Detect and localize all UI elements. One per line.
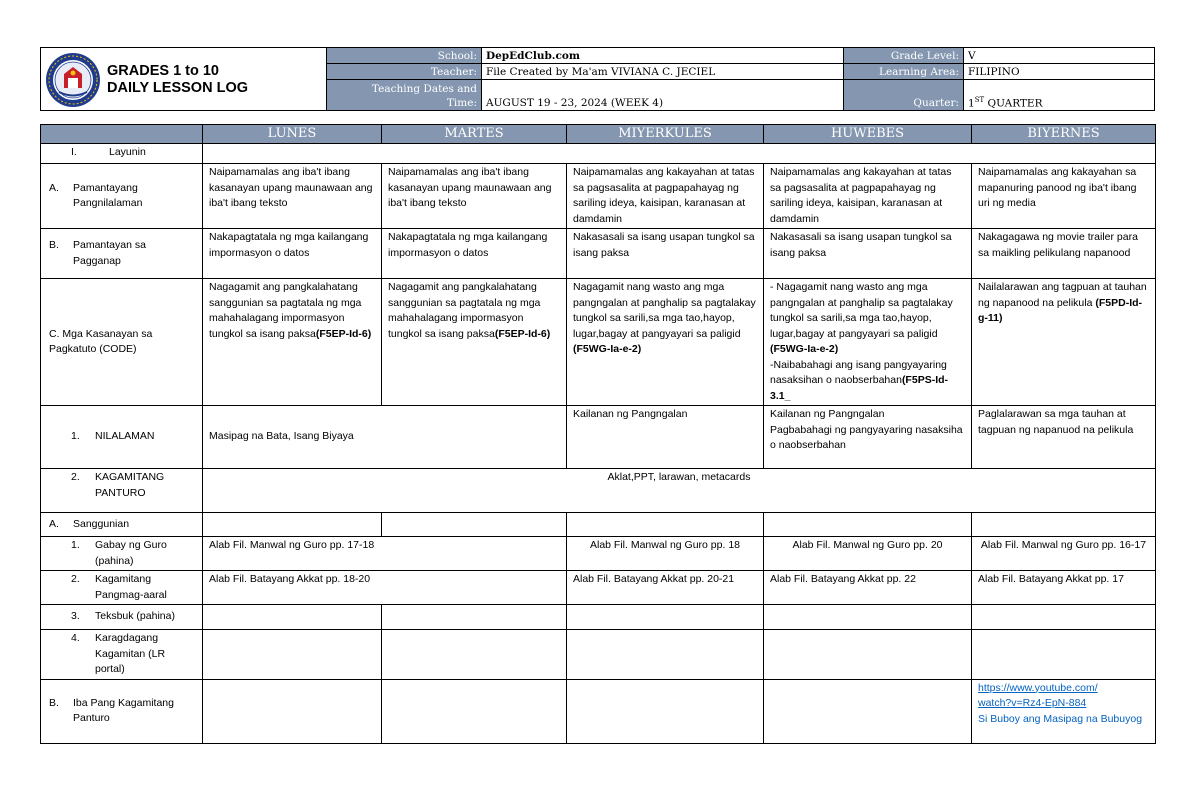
quarter-text: QUARTER bbox=[984, 97, 1043, 109]
grade-level-label: Grade Level: bbox=[844, 48, 964, 64]
day-header-row bbox=[41, 125, 1156, 144]
iba-pang-lunes bbox=[203, 679, 382, 743]
gabay-number: 1. bbox=[71, 539, 80, 551]
nilalaman-huwebes-line2: Pagbabahagi ng pangyayaring nasaksiha o naobserbahan bbox=[770, 423, 963, 451]
teaching-dates-label-line1: Teaching Dates and bbox=[371, 83, 477, 95]
teksbuk-number: 3. bbox=[71, 610, 80, 623]
kasanayan-huwebes-code2: (F5PS-Id-3.1_ bbox=[770, 374, 949, 402]
kasanayan-martes bbox=[382, 279, 567, 406]
row-label-kagamitan bbox=[41, 469, 203, 513]
row-label-kasanayan bbox=[41, 279, 203, 406]
lesson-log-table bbox=[40, 124, 1156, 744]
row-label-gabay bbox=[41, 537, 203, 571]
school-label: School: bbox=[327, 48, 482, 64]
karagdagang-biyernes bbox=[972, 630, 1156, 680]
teksbuk-biyernes bbox=[972, 605, 1156, 630]
sanggunian-martes bbox=[382, 513, 567, 537]
pamantayang-lunes: Naipamamalas ang iba't ibang kasanayan upang maunawaan ang iba't ibang teksto bbox=[203, 164, 382, 229]
learning-area-label: Learning Area: bbox=[844, 64, 964, 80]
teaching-dates-label bbox=[327, 80, 482, 111]
kasanayan-huwebes-text2: -Naibabahagi ang isang pangyayaring nasaksihan o naobserbahan bbox=[770, 358, 947, 386]
table-row-karagdagang bbox=[41, 630, 1156, 680]
pamantayang-huwebes: Naipamamalas ang kakayahan at tatas sa pagsasalita at pagpapahayag ng sariling ideya, kaisipan, karanasan at damdamin bbox=[764, 164, 972, 229]
kagamitan-label: KAGAMITANG PANTURO bbox=[95, 471, 165, 499]
youtube-link[interactable] bbox=[978, 682, 1098, 710]
nilalaman-number: 1. bbox=[71, 430, 80, 443]
day-header-huwebes: HUWEBES bbox=[764, 125, 972, 144]
nilalaman-miyerkules: Kailanan ng Pangngalan bbox=[567, 406, 764, 469]
mag-aaral-huwebes: Alab Fil. Batayang Akkat pp. 22 bbox=[764, 571, 972, 605]
sanggunian-biyernes bbox=[972, 513, 1156, 537]
row-label-iba-pang bbox=[41, 679, 203, 743]
table-row-mag-aaral bbox=[41, 571, 1156, 605]
table-row-iba-pang bbox=[41, 679, 1156, 743]
gabay-huwebes: Alab Fil. Manwal ng Guro pp. 20 bbox=[764, 537, 972, 571]
table-row-kasanayan bbox=[41, 279, 1156, 406]
pagganap-lunes: Nakapagtatala ng mga kailangang impormasyon o datos bbox=[203, 229, 382, 279]
row-label-nilalaman bbox=[41, 406, 203, 469]
pamantayang-label: Pamantayang Pangnilalaman bbox=[73, 181, 143, 209]
sanggunian-label: Sanggunian bbox=[73, 517, 130, 530]
row-label-layunin bbox=[41, 144, 203, 164]
pamantayang-martes: Naipamamalas ang iba't ibang kasanayan upang maunawaan ang iba't ibang teksto bbox=[382, 164, 567, 229]
teksbuk-miyerkules bbox=[567, 605, 764, 630]
table-row-teksbuk bbox=[41, 605, 1156, 630]
teaching-dates-label-line2: Time: bbox=[446, 97, 477, 109]
gabay-lunes-martes: Alab Fil. Manwal ng Guro pp. 17-18 bbox=[203, 537, 567, 571]
sanggunian-letter: A. bbox=[49, 517, 59, 530]
pagganap-biyernes: Nakagagawa ng movie trailer para sa maikling pelikulang napanood bbox=[972, 229, 1156, 279]
info-table bbox=[326, 47, 1155, 111]
row-label-mag-aaral bbox=[41, 571, 203, 605]
teksbuk-lunes bbox=[203, 605, 382, 630]
karagdagang-number: 4. bbox=[71, 632, 80, 644]
mag-aaral-number: 2. bbox=[71, 573, 80, 585]
mag-aaral-lunes-martes: Alab Fil. Batayang Akkat pp. 18-20 bbox=[203, 571, 567, 605]
mag-aaral-label: Kagamitang Pangmag-aaral bbox=[95, 573, 167, 601]
grade-level-value: V bbox=[964, 48, 1155, 64]
document-title bbox=[107, 63, 248, 97]
iba-pang-biyernes bbox=[972, 679, 1156, 743]
gabay-label: Gabay ng Guro (pahina) bbox=[95, 539, 167, 567]
table-row-kagamitan bbox=[41, 469, 1156, 513]
iba-pang-miyerkules bbox=[567, 679, 764, 743]
day-header-biyernes: BIYERNES bbox=[972, 125, 1156, 144]
kasanayan-biyernes-text: Nailalarawan ang tagpuan at tauhan ng napanood na pelikula bbox=[978, 281, 1147, 309]
pagganap-huwebes: Nakasasali sa isang usapan tungkol sa isang paksa bbox=[764, 229, 972, 279]
video-caption: Si Buboy ang Masipag na Bubuyog bbox=[978, 712, 1143, 725]
kasanayan-martes-text: Nagagamit ang pangkalahatang sanggunian sa pagtatala ng mga mahahalagang impormasyon tungkol sa isang paksa bbox=[388, 281, 541, 340]
mag-aaral-miyerkules: Alab Fil. Batayang Akkat pp. 20-21 bbox=[567, 571, 764, 605]
nilalaman-label: NILALAMAN bbox=[95, 430, 155, 443]
nilalaman-biyernes: Paglalarawan sa mga tauhan at tagpuan ng napanuod na pelikula bbox=[972, 406, 1156, 469]
day-header-miyerkules: MIYERKULES bbox=[567, 125, 764, 144]
iba-pang-letter: B. bbox=[49, 696, 59, 709]
karagdagang-lunes bbox=[203, 630, 382, 680]
title-line-1: GRADES 1 to 10 bbox=[107, 63, 219, 79]
kasanayan-miyerkules bbox=[567, 279, 764, 406]
karagdagang-huwebes bbox=[764, 630, 972, 680]
kasanayan-martes-code: (F5EP-Id-6) bbox=[494, 327, 551, 340]
iba-pang-label: Iba Pang Kagamitang Panturo bbox=[73, 696, 174, 724]
kasanayan-miyerkules-text: Nagagamit nang wasto ang mga pangngalan at panghalip sa pagtalakay tungkol sa sarili,sa mga tao,hayop, lugar,bagay at pangyayari sa paligid bbox=[573, 281, 756, 340]
kasanayan-letter: C. bbox=[49, 327, 60, 340]
quarter-number: 1 bbox=[968, 97, 975, 109]
kasanayan-huwebes-code: (F5WG-Ia-e-2) bbox=[770, 343, 839, 355]
pamantayang-miyerkules: Naipamamalas ang kakayahan at tatas sa pagsasalita at pagpapahayag ng sariling ideya, kaisipan, karanasan at damdamin bbox=[567, 164, 764, 229]
quarter-label: Quarter: bbox=[844, 80, 964, 111]
layunin-number: I. bbox=[71, 146, 77, 158]
layunin-label: Layunin bbox=[109, 146, 146, 158]
iba-pang-huwebes bbox=[764, 679, 972, 743]
kagamitan-all-days: Aklat,PPT, larawan, metacards bbox=[203, 469, 1156, 513]
teksbuk-label: Teksbuk (pahina) bbox=[95, 610, 175, 623]
kasanayan-huwebes-text: - Nagagamit nang wasto ang mga pangngalan at panghalip sa pagtalakay tungkol sa sarili,sa mga tao,hayop, lugar,bagay at pangyayari sa paligid bbox=[770, 281, 953, 340]
sanggunian-lunes bbox=[203, 513, 382, 537]
iba-pang-martes bbox=[382, 679, 567, 743]
kasanayan-lunes-code: (F5EP-Id-6) bbox=[315, 327, 372, 340]
nilalaman-lunes-martes: Masipag na Bata, Isang Biyaya bbox=[203, 406, 567, 469]
nilalaman-huwebes bbox=[764, 406, 972, 469]
kasanayan-huwebes bbox=[764, 279, 972, 406]
row-label-karagdagang bbox=[41, 630, 203, 680]
header bbox=[40, 47, 1155, 111]
teksbuk-martes bbox=[382, 605, 567, 630]
kasanayan-miyerkules-code: (F5WG-Ia-e-2) bbox=[573, 343, 642, 355]
pagganap-miyerkules: Nakasasali sa isang usapan tungkol sa isang paksa bbox=[567, 229, 764, 279]
deped-seal-icon bbox=[45, 52, 101, 108]
mag-aaral-biyernes: Alab Fil. Batayang Akkat pp. 17 bbox=[972, 571, 1156, 605]
teaching-dates-value: AUGUST 19 - 23, 2024 (WEEK 4) bbox=[482, 80, 844, 111]
gabay-biyernes: Alab Fil. Manwal ng Guro pp. 16-17 bbox=[972, 537, 1156, 571]
table-row-pamantayang bbox=[41, 164, 1156, 229]
teacher-label: Teacher: bbox=[327, 64, 482, 80]
school-value: DepEdClub.com bbox=[482, 48, 844, 64]
title-line-2: DAILY LESSON LOG bbox=[107, 80, 248, 96]
nilalaman-huwebes-line1: Kailanan ng Pangngalan bbox=[770, 408, 885, 420]
sanggunian-huwebes bbox=[764, 513, 972, 537]
teacher-value: File Created by Ma'am VIVIANA C. JECIEL bbox=[482, 64, 844, 80]
table-row-sanggunian bbox=[41, 513, 1156, 537]
youtube-link-line1[interactable]: https://www.youtube.com/ bbox=[978, 681, 1098, 694]
kasanayan-lunes-text: Nagagamit ang pangkalahatang sanggunian sa pagtatala ng mga mahahalagang impormasyon tungkol sa isang paksa bbox=[209, 281, 362, 340]
row-label-pamantayang bbox=[41, 164, 203, 229]
sanggunian-miyerkules bbox=[567, 513, 764, 537]
kasanayan-biyernes-code: (F5PD-Id-g-11) bbox=[978, 296, 1143, 324]
table-row-layunin bbox=[41, 144, 1156, 164]
gabay-miyerkules: Alab Fil. Manwal ng Guro pp. 18 bbox=[567, 537, 764, 571]
table-row-nilalaman bbox=[41, 406, 1156, 469]
quarter-value bbox=[964, 80, 1155, 111]
pagganap-martes: Nakapagtatala ng mga kailangang impormasyon o datos bbox=[382, 229, 567, 279]
karagdagang-miyerkules bbox=[567, 630, 764, 680]
table-row-gabay bbox=[41, 537, 1156, 571]
quarter-suffix: ST bbox=[974, 95, 985, 104]
title-block bbox=[40, 47, 327, 111]
pamantayang-biyernes: Naipamamalas ang kakayahan sa mapanuring panood ng iba't ibang uri ng media bbox=[972, 164, 1156, 229]
karagdagang-label: Karagdagang Kagamitan (LR portal) bbox=[95, 632, 166, 675]
karagdagang-martes bbox=[382, 630, 567, 680]
kasanayan-lunes bbox=[203, 279, 382, 406]
teksbuk-huwebes bbox=[764, 605, 972, 630]
day-header-martes: MARTES bbox=[382, 125, 567, 144]
learning-area-value: FILIPINO bbox=[964, 64, 1155, 80]
youtube-link-line2[interactable]: watch?v=Rz4-EpN-884 bbox=[978, 697, 1087, 709]
pamantayang-letter: A. bbox=[49, 181, 59, 194]
pagganap-letter: B. bbox=[49, 239, 59, 251]
day-header-lunes: LUNES bbox=[203, 125, 382, 144]
row-label-sanggunian bbox=[41, 513, 203, 537]
kasanayan-label: Mga Kasanayan sa Pagkatuto (CODE) bbox=[49, 327, 153, 355]
kasanayan-biyernes bbox=[972, 279, 1156, 406]
row-label-teksbuk bbox=[41, 605, 203, 630]
corner-cell bbox=[41, 125, 203, 144]
pagganap-label: Pamantayan sa Pagganap bbox=[73, 239, 146, 267]
row-label-pagganap bbox=[41, 229, 203, 279]
kagamitan-number: 2. bbox=[71, 471, 80, 483]
layunin-span-cell bbox=[203, 144, 1156, 164]
table-row-pagganap bbox=[41, 229, 1156, 279]
